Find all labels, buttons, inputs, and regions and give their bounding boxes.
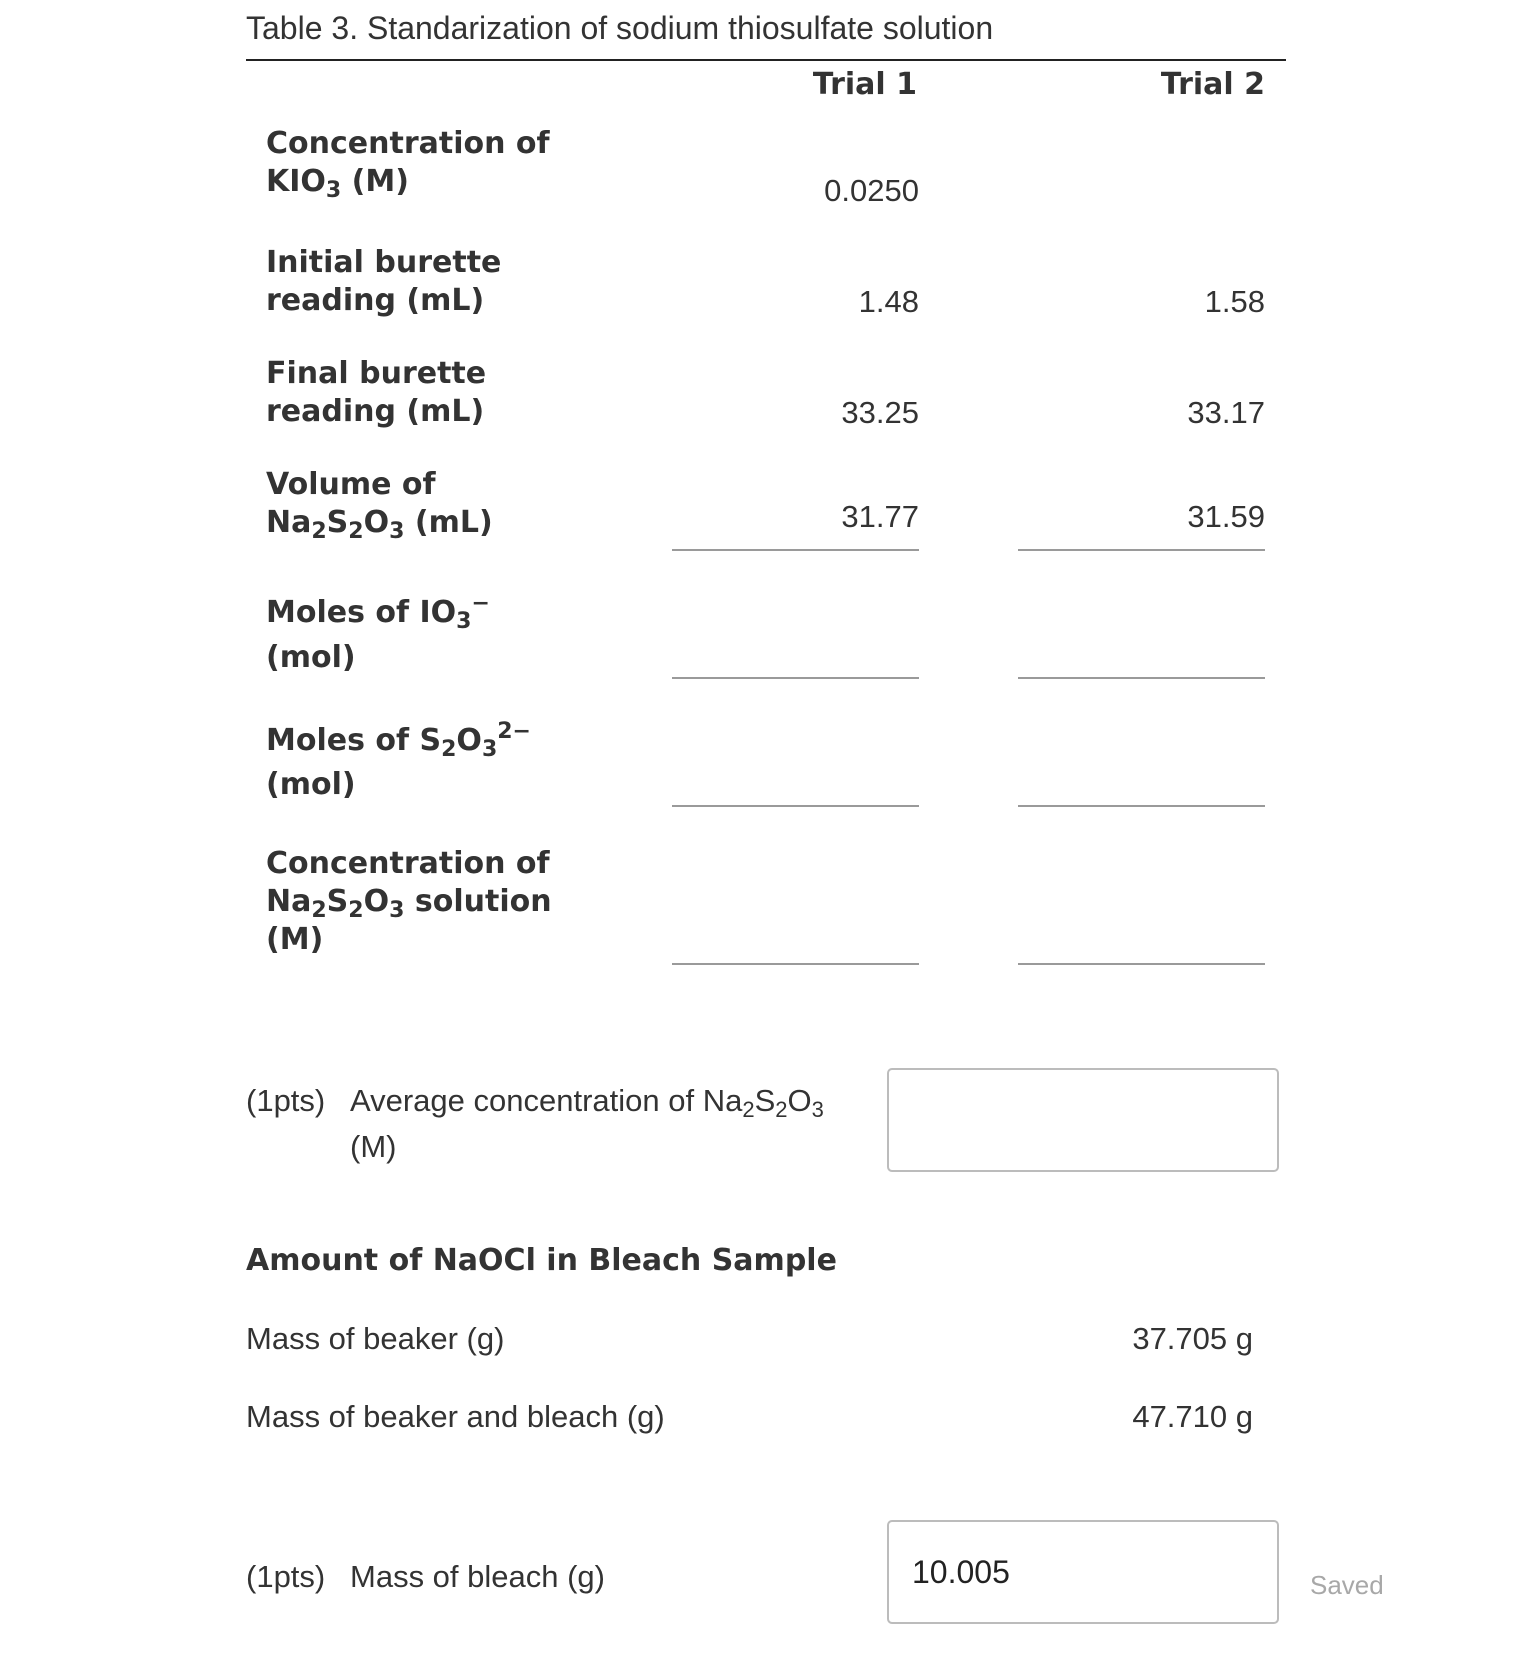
row-label-moles-io3: Moles of $IO_3^-$ (mol) <box>266 591 490 675</box>
trial1-kio3-concentration: 0.0250 <box>824 173 919 208</box>
trial2-initial-burette: 1.58 <box>1204 284 1265 319</box>
trial2-volume-underline <box>1018 549 1265 551</box>
mass-beaker-value: 37.705 g <box>1132 1321 1253 1356</box>
column-header-trial-2: Trial 2 <box>1160 67 1265 102</box>
mass-bleach-question-label: Mass of bleach (g) <box>350 1559 605 1594</box>
mass-bleach-input[interactable]: 10.005 <box>887 1520 1279 1624</box>
average-concentration-input[interactable] <box>887 1068 1279 1172</box>
row-label-kio3-concentration: Concentration of $KIO_3$ (M) <box>266 126 550 203</box>
trial2-volume-input[interactable]: 31.59 <box>1187 499 1265 534</box>
mass-bleach-question-points: (1pts) <box>246 1559 326 1594</box>
trial1-moles-s2o3-input[interactable] <box>672 758 919 798</box>
trial2-moles-s2o3-underline <box>1018 805 1265 807</box>
row-label-na2s2o3-concentration: Concentration of $Na_2S_2O_3$ solution (M) <box>266 846 552 957</box>
trial1-moles-io3-underline <box>672 677 919 679</box>
trial1-moles-io3-input[interactable] <box>672 630 919 670</box>
trial2-concentration-underline <box>1018 963 1265 965</box>
trial1-final-burette: 33.25 <box>841 395 919 430</box>
row-label-moles-s2o3: Moles of $S_2O_3^{2-}$ (mol) <box>266 719 531 802</box>
mass-beaker-bleach-label: Mass of beaker and bleach (g) <box>246 1399 665 1434</box>
trial2-moles-io3-input[interactable] <box>1018 630 1265 670</box>
average-question-points: (1pts) <box>246 1083 326 1118</box>
bleach-section-title: Amount of NaOCl in Bleach Sample <box>246 1243 837 1278</box>
trial1-volume-input[interactable]: 31.77 <box>841 499 919 534</box>
row-label-volume-na2s2o3: Volume of $Na_2S_2O_3$ (mL) <box>266 467 493 544</box>
trial2-final-burette: 33.17 <box>1187 395 1265 430</box>
trial2-moles-io3-underline <box>1018 677 1265 679</box>
trial1-concentration-input[interactable] <box>672 918 919 958</box>
mass-beaker-label: Mass of beaker (g) <box>246 1321 505 1356</box>
row-label-final-burette: Final burette reading (mL) <box>266 356 487 429</box>
trial1-concentration-underline <box>672 963 919 965</box>
saved-status: Saved <box>1310 1570 1384 1600</box>
trial2-moles-s2o3-input[interactable] <box>1018 758 1265 798</box>
trial1-initial-burette: 1.48 <box>858 284 919 319</box>
trial2-concentration-input[interactable] <box>1018 918 1265 958</box>
mass-beaker-bleach-value: 47.710 g <box>1132 1399 1253 1434</box>
average-question-label: Average concentration of $Na_2S_2O_3$ (M) <box>350 1083 824 1164</box>
table-top-rule <box>246 59 1286 61</box>
trial1-moles-s2o3-underline <box>672 805 919 807</box>
trial1-volume-underline <box>672 549 919 551</box>
table-caption: Table 3. Standarization of sodium thiosulfate solution <box>246 10 994 46</box>
column-header-trial-1: Trial 1 <box>812 67 917 102</box>
row-label-initial-burette: Initial burette reading (mL) <box>266 245 502 318</box>
